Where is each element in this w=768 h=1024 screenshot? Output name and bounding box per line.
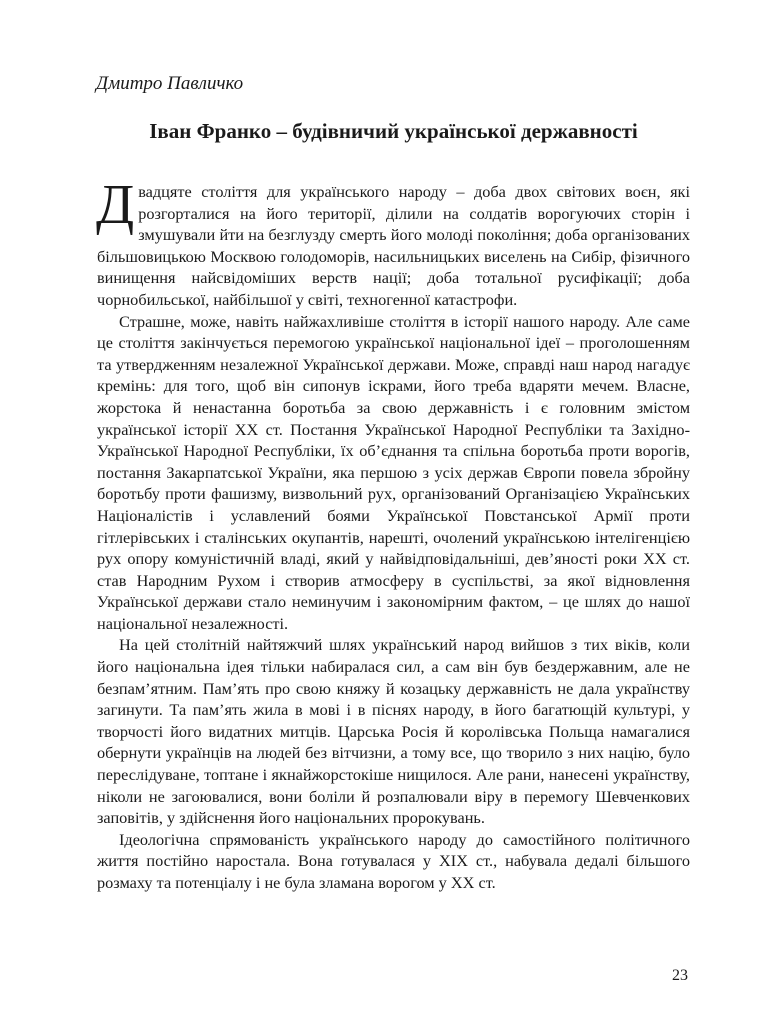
paragraph: На цей столітній найтяжчий шлях український народ вийшов з тих віків, коли його національна ідея тільки набиралася сил, а сам він був бездержавним, але не безпам’ятним. Пам’ять про свою княжу й козацьку державність не дала українству загинути. Та пам’ять жила в мові і в піснях народу, в його багатющій культурі, у творчості його видатних митців. Царська Росія й королівська Польща намагалися обернути українців на людей без вітчизни, а тому все, що творило з них націю, було переслідуване, топтане і якнайжорстокіше нищилося. Але рани, нанесені українству, ніколи не загоювалися, вони боліли й розпалювали віру в перемогу Шевченкових заповітів, у здійснення його національних пророкувань. <box>97 635 690 828</box>
paragraph <box>96 174 690 311</box>
author-name: Дмитро Павличко <box>96 73 244 94</box>
paragraph: Страшне, може, навіть найжахливіше століття в історії нашого народу. Але саме це століття закінчується перемогою української національної ідеї – проголошенням та утвердженням незалежної Української держави. Може, справді наш народ нагадує кремінь: для того, щоб він сипонув іскрами, його треба вдаряти мечем. Власне, жорстока й ненастанна боротьба за свою державність і є головним змістом української історії ХХ ст. Постання Української Народної Республіки та Західно-Української Народної Республіки, їх об’єднання та спільна боротьба проти ворогів, постання Закарпатської України, яка першою з усіх держав Європи повела збройну боротьбу проти фашизму, визвольний рух, організований Організацією Українських Націоналістів і уславлений боями Української Повстанської Армії проти гітлерівських і сталінських окупантів, нарешті, очолений українською інтелігенцією рух опору комуністичній владі, який у найвідповідальніші, дев’яності роки ХХ ст. став Народним Рухом і створив атмосферу в суспільстві, за якої відновлення Української держави стало неминучим і закономірним фактом, – це шлях до нашої національної незалежності. <box>97 311 690 633</box>
paragraph-text: вадцяте століття для українського народу – доба двох світових воєн, які розгорталися на його території, ділили на солдатів ворогуючих сторін і змушували йти на безглузду смерть його молоді покоління; доба організованих більшовицькою Москвою голодоморів, насильницьких виселень на Сибір, фізичного винищення найсвідоміших верств нації; доба тотальної русифікації; доба чорнобильської, найбільшої у світі, техногенної катастрофи. <box>97 182 690 309</box>
article-title: Іван Франко – будівничий української державності <box>149 119 638 143</box>
drop-cap: Д <box>96 174 135 236</box>
paragraph: Ідеологічна спрямованість українського народу до самостійного політичного життя постійно наростала. Вона готувалася у ХІХ ст., набувала дедалі більшого розмаху та потенціалу і не була зламана ворогом у ХХ ст. <box>97 829 690 892</box>
article-body <box>96 174 690 894</box>
page-number: 23 <box>672 967 688 984</box>
